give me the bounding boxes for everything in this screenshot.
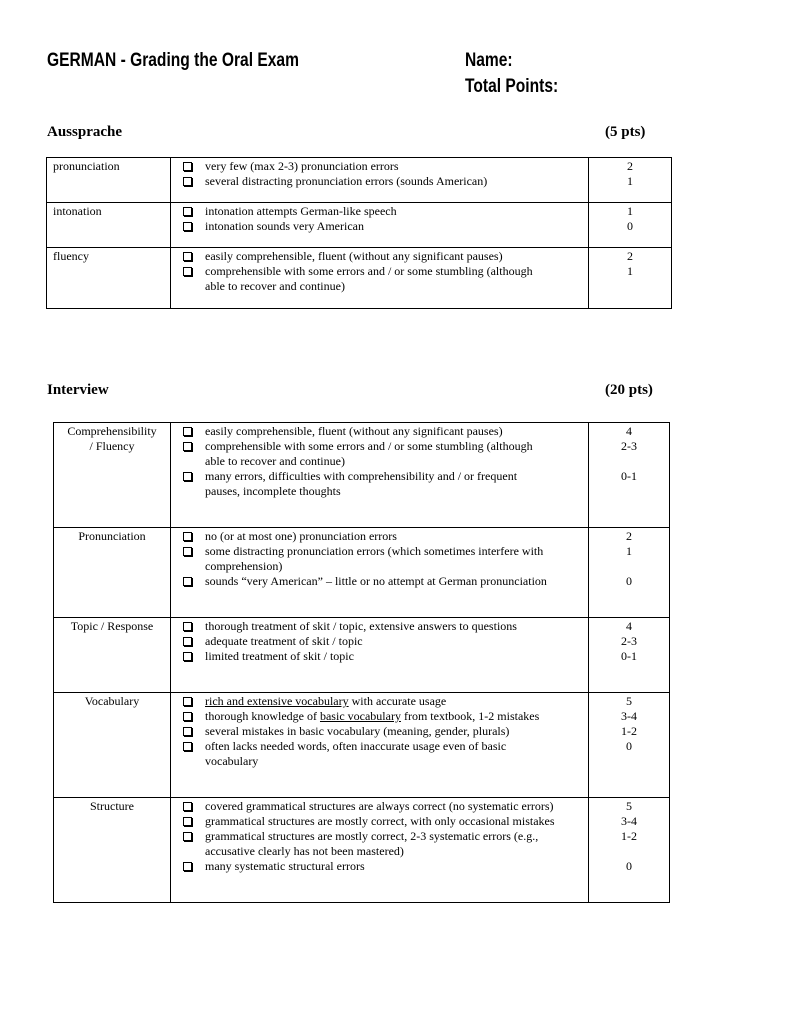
option-item [183,859,588,874]
checkbox-icon[interactable] [183,862,192,871]
table-row [54,528,670,618]
table-row [54,693,670,798]
checkbox-icon[interactable] [183,652,192,661]
option-item [183,694,588,709]
checkbox-icon[interactable] [183,697,192,706]
checkbox-icon[interactable] [183,637,192,646]
option-text: comprehension) [205,559,283,573]
option-text: easily comprehensible, fluent (without any significant pauses) [205,249,503,263]
score-value: 1 [627,174,633,188]
score-value: 4 [626,619,632,633]
points-cell [589,693,670,798]
score-value: 1 [626,544,632,558]
criterion-cell [54,528,171,618]
option-text: sounds “very American” – little or no attempt at German pronunciation [205,574,547,588]
score-value: 1-2 [621,829,637,843]
checkbox-icon[interactable] [183,427,192,436]
options-cell [171,528,589,618]
table-row [47,248,672,309]
option-text: often lacks needed words, often inaccurate usage even of basic [205,739,507,753]
option-item [183,709,588,724]
score-value: 5 [626,799,632,813]
score-value: 2-3 [621,634,637,648]
option-item [183,529,588,544]
checkbox-icon[interactable] [183,162,192,171]
table-row [47,203,672,248]
aussprache-points: (5 pts) [605,124,646,140]
criterion-label: intonation [53,204,102,218]
option-text: able to recover and continue) [205,279,345,293]
points-cell [589,798,670,903]
checkbox-icon[interactable] [183,712,192,721]
interview-points: (20 pts) [605,382,653,398]
option-item [183,739,588,769]
score-value: 1 [627,204,633,218]
option-text: grammatical structures are mostly correct, with only occasional mistakes [205,814,555,828]
options-cell [171,423,589,528]
option-text: adequate treatment of skit / topic [205,634,363,648]
score-value: 4 [626,424,632,438]
score-value: 2 [627,249,633,263]
checkbox-icon[interactable] [183,252,192,261]
options-cell [171,693,589,798]
score-value: 0-1 [621,469,637,483]
points-cell [589,158,672,203]
criterion-label: fluency [53,249,89,263]
option-text: thorough knowledge of basic vocabulary from textbook, 1-2 mistakes [205,709,540,723]
option-item [183,799,588,814]
score-value [589,559,669,574]
option-text: intonation sounds very American [205,219,364,233]
option-text: grammatical structures are mostly correct, 2-3 systematic errors (e.g., [205,829,539,843]
criterion-label: Pronunciation [78,529,146,543]
option-text: several distracting pronunciation errors (sounds American) [205,174,488,188]
aussprache-table [46,157,672,309]
score-value: 3-4 [621,709,637,723]
table-row [54,798,670,903]
option-item [183,724,588,739]
option-text: some distracting pronunciation errors (which sometimes interfere with [205,544,544,558]
points-cell [589,618,670,693]
checkbox-icon[interactable] [183,727,192,736]
score-value: 2 [626,529,632,543]
option-text: thorough treatment of skit / topic, extensive answers to questions [205,619,517,633]
page-title: GERMAN - Grading the Oral Exam [47,50,299,71]
option-item [183,829,588,859]
name-label: Name: [465,50,513,71]
interview-table [53,422,670,903]
criterion-cell [54,423,171,528]
criterion-cell [47,248,171,309]
criterion-label: Vocabulary [84,694,140,708]
table-row [47,158,672,203]
criterion-cell [47,203,171,248]
checkbox-icon[interactable] [183,622,192,631]
option-text: comprehensible with some errors and / or some stumbling (although [205,264,533,278]
options-cell [171,798,589,903]
criterion-cell [47,158,171,203]
options-cell [171,203,589,248]
score-value [589,454,669,469]
points-cell [589,528,670,618]
option-text: able to recover and continue) [205,454,345,468]
criterion-label: / Fluency [89,439,135,453]
checkbox-icon[interactable] [183,817,192,826]
criterion-label: Comprehensibility [67,424,157,438]
criterion-cell [54,693,171,798]
checkbox-icon[interactable] [183,207,192,216]
option-text: easily comprehensible, fluent (without any significant pauses) [205,424,503,438]
score-value: 0 [627,219,633,233]
option-item [183,634,588,649]
checkbox-icon[interactable] [183,802,192,811]
checkbox-icon[interactable] [183,532,192,541]
checkbox-icon[interactable] [183,442,192,451]
option-text: vocabulary [205,754,259,768]
criterion-cell [54,618,171,693]
options-cell [171,618,589,693]
criterion-cell [54,798,171,903]
interview-heading: Interview [47,382,109,398]
option-item [183,219,588,234]
score-value [589,844,669,859]
score-value: 1-2 [621,724,637,738]
score-value: 0 [626,574,632,588]
option-text: no (or at most one) pronunciation errors [205,529,397,543]
option-item [183,204,588,219]
option-item [183,619,588,634]
score-value: 3-4 [621,814,637,828]
option-item [183,424,588,439]
option-text: pauses, incomplete thoughts [205,484,341,498]
points-cell [589,423,670,528]
points-cell [589,248,672,309]
score-value: 0 [626,859,632,873]
option-text: comprehensible with some errors and / or some stumbling (although [205,439,533,453]
table-row [54,618,670,693]
table-row [54,423,670,528]
option-text: several mistakes in basic vocabulary (meaning, gender, plurals) [205,724,510,738]
option-text: accusative clearly has not been mastered) [205,844,404,858]
options-cell [171,158,589,203]
criterion-label: Topic / Response [70,619,154,633]
option-item [183,574,588,589]
option-item [183,544,588,574]
checkbox-icon[interactable] [183,547,192,556]
option-item [183,159,588,174]
checkbox-icon[interactable] [183,832,192,841]
option-item [183,174,588,189]
option-item [183,814,588,829]
checkbox-icon[interactable] [183,222,192,231]
criterion-label: pronunciation [53,159,120,173]
option-text: many systematic structural errors [205,859,365,873]
score-value: 5 [626,694,632,708]
option-text: rich and extensive vocabulary with accurate usage [205,694,447,708]
option-item [183,469,588,499]
criterion-label: Structure [90,799,134,813]
score-value: 0-1 [621,649,637,663]
options-cell [171,248,589,309]
option-text: intonation attempts German-like speech [205,204,397,218]
option-item [183,439,588,469]
checkbox-icon[interactable] [183,177,192,186]
score-value: 0 [626,739,632,753]
option-text: many errors, difficulties with comprehensibility and / or frequent [205,469,518,483]
option-text: limited treatment of skit / topic [205,649,354,663]
option-item [183,249,588,264]
checkbox-icon[interactable] [183,742,192,751]
checkbox-icon[interactable] [183,267,192,276]
total-points-label: Total Points: [465,76,559,97]
option-text: very few (max 2-3) pronunciation errors [205,159,399,173]
checkbox-icon[interactable] [183,577,192,586]
score-value: 1 [627,264,633,278]
option-item [183,649,588,664]
option-item [183,264,588,294]
score-value: 2 [627,159,633,173]
points-cell [589,203,672,248]
score-value: 2-3 [621,439,637,453]
checkbox-icon[interactable] [183,472,192,481]
option-text: covered grammatical structures are always correct (no systematic errors) [205,799,554,813]
aussprache-heading: Aussprache [47,124,123,140]
